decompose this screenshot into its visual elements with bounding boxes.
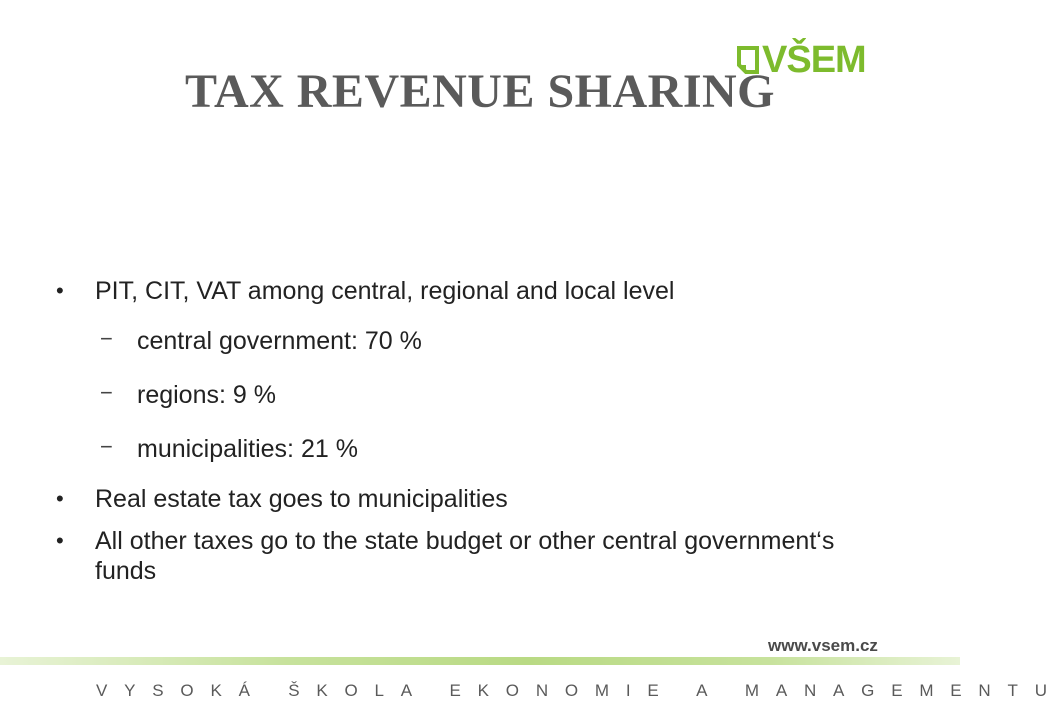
bullet-symbol: •	[56, 528, 64, 553]
bullet-item	[56, 526, 876, 586]
footer-school-name: VYSOKÁ ŠKOLA EKONOMIE A MANAGEMENTU	[96, 681, 1064, 700]
bullet-text: All other taxes go to the state budget or other central government‘s funds	[95, 527, 835, 585]
sub-bullet-symbol: −	[100, 326, 113, 351]
bullet-symbol: •	[56, 278, 64, 303]
sub-bullet-text: regions: 9 %	[137, 381, 276, 409]
footer-url-link[interactable]: www.vsem.cz	[768, 636, 878, 655]
sub-bullet-symbol: −	[100, 434, 113, 459]
slide-title: TAX REVENUE SHARING	[184, 65, 776, 118]
sub-bullet-item	[56, 326, 876, 356]
bullet-text: PIT, CIT, VAT among central, regional and local level	[95, 277, 675, 305]
sub-bullet-symbol: −	[100, 380, 113, 405]
footer-divider	[0, 657, 960, 665]
sub-bullet-item	[56, 380, 876, 410]
bullet-item	[56, 276, 876, 306]
bullet-symbol: •	[56, 486, 64, 511]
sub-bullet-item	[56, 434, 876, 464]
bullet-text: Real estate tax goes to municipalities	[95, 485, 508, 513]
sub-bullet-text: municipalities: 21 %	[137, 435, 358, 463]
bullet-list	[56, 276, 876, 586]
bullet-item	[56, 484, 876, 514]
logo-text: VŠEM	[762, 39, 866, 81]
sub-bullet-text: central government: 70 %	[137, 327, 422, 355]
